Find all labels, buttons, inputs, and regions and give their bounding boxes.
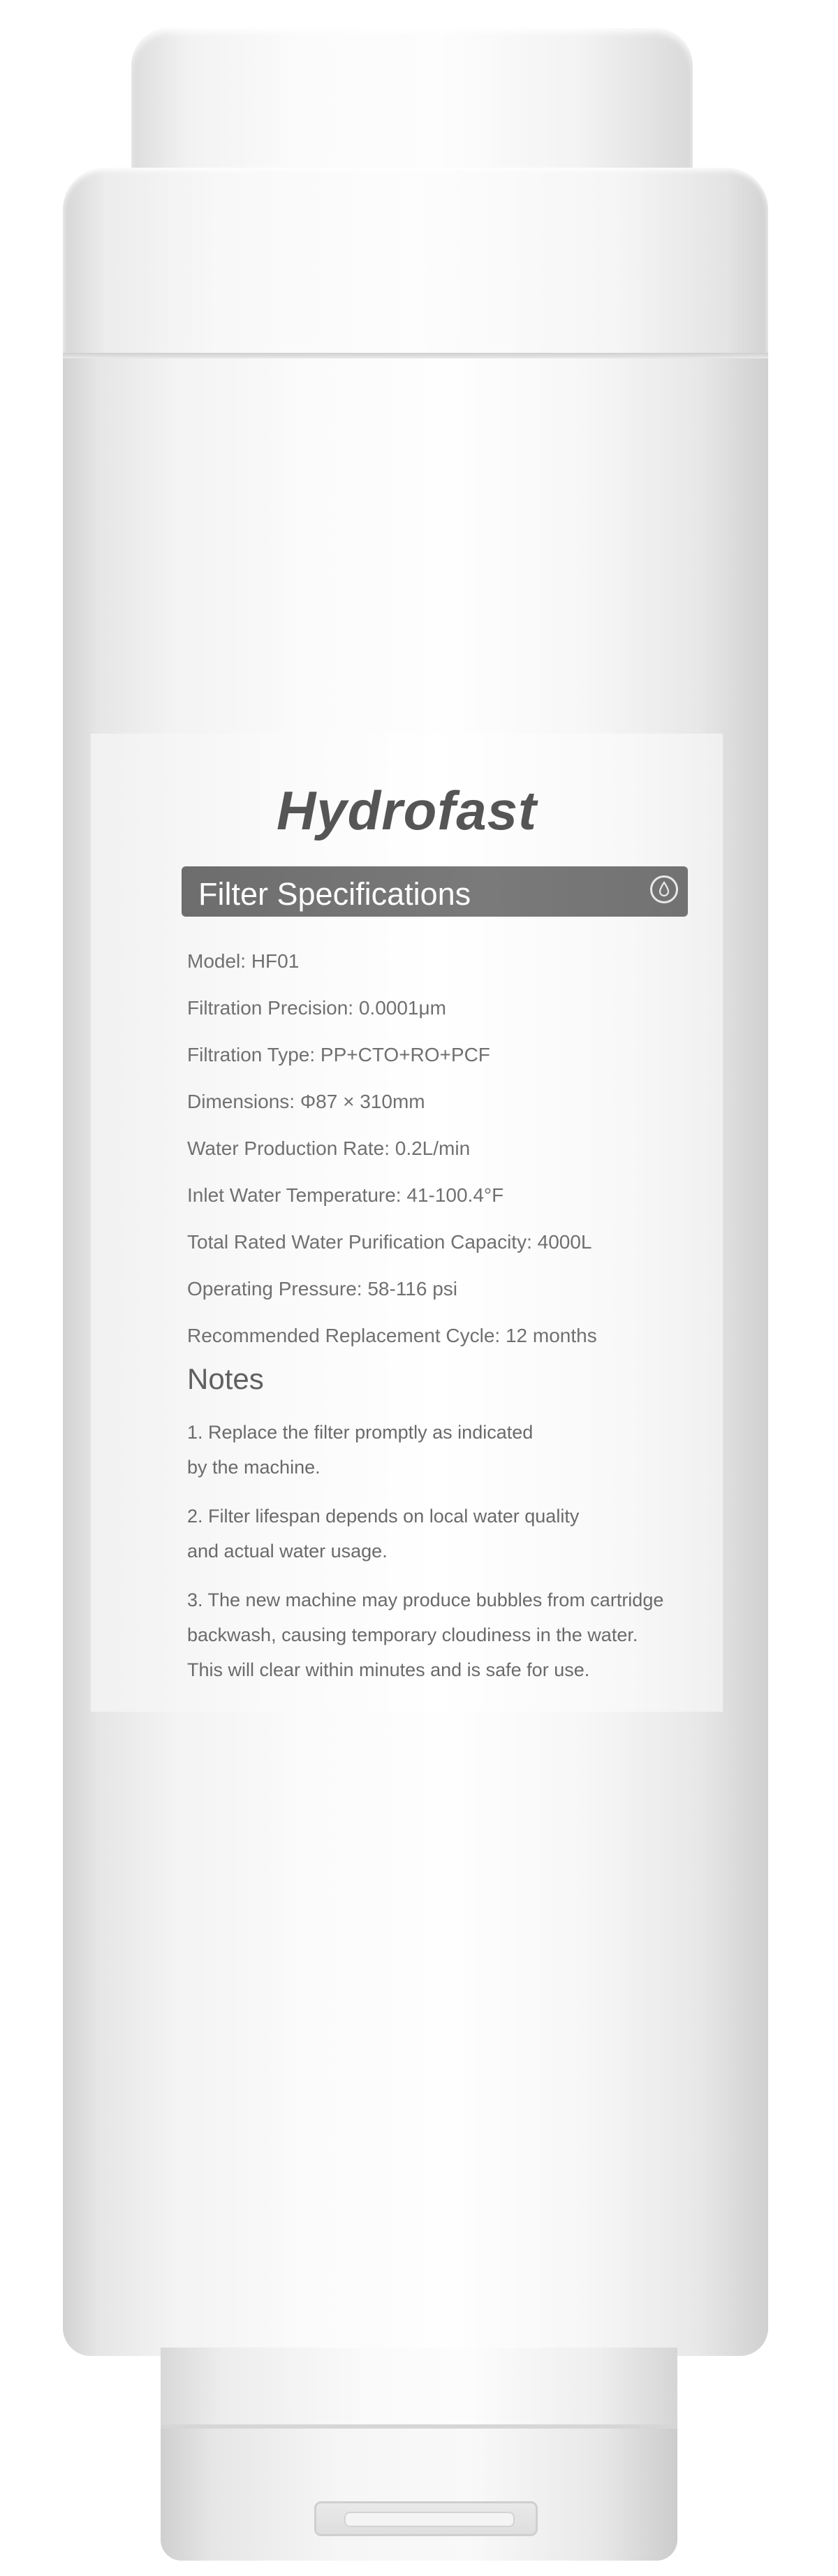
spec-filtration-precision: Filtration Precision: 0.0001μm xyxy=(187,997,446,1019)
spec-dimensions: Dimensions: Φ87 × 310mm xyxy=(187,1091,425,1112)
spec-capacity: Total Rated Water Purification Capacity: 4000L xyxy=(187,1231,592,1253)
note-line: 2. Filter lifespan depends on local water quality xyxy=(187,1506,580,1527)
note-line: by the machine. xyxy=(187,1457,321,1478)
spec-model: Model: HF01 xyxy=(187,950,300,972)
spec-inlet-temperature: Inlet Water Temperature: 41-100.4°F xyxy=(187,1184,504,1206)
note-line: 1. Replace the filter promptly as indicated xyxy=(187,1422,534,1443)
note-line: This will clear within minutes and is safe for use. xyxy=(187,1659,590,1680)
notes-heading: Notes xyxy=(187,1362,264,1395)
note-line: backwash, causing temporary cloudiness in the water. xyxy=(187,1624,638,1645)
filter-neck xyxy=(161,2348,677,2431)
spec-production-rate: Water Production Rate: 0.2L/min xyxy=(187,1137,471,1159)
product-label xyxy=(91,734,723,1712)
water-drop-icon xyxy=(650,875,678,903)
brand-logo: Hydrofast xyxy=(276,780,538,841)
cap-groove xyxy=(63,353,768,358)
filter-cap-rim xyxy=(63,168,768,356)
filter-bottom-connector xyxy=(161,2424,677,2561)
note-line: and actual water usage. xyxy=(187,1541,388,1562)
spec-header-bar xyxy=(182,866,688,917)
bottom-ridge xyxy=(161,2424,677,2429)
spec-header-title: Filter Specifications xyxy=(198,876,471,912)
spec-operating-pressure: Operating Pressure: 58-116 psi xyxy=(187,1278,458,1300)
locking-lug xyxy=(314,2501,538,2536)
note-line: 3. The new machine may produce bubbles from cartridge xyxy=(187,1589,664,1610)
spec-replacement-cycle: Recommended Replacement Cycle: 12 months xyxy=(187,1325,597,1346)
spec-filtration-type: Filtration Type: PP+CTO+RO+PCF xyxy=(187,1044,490,1065)
